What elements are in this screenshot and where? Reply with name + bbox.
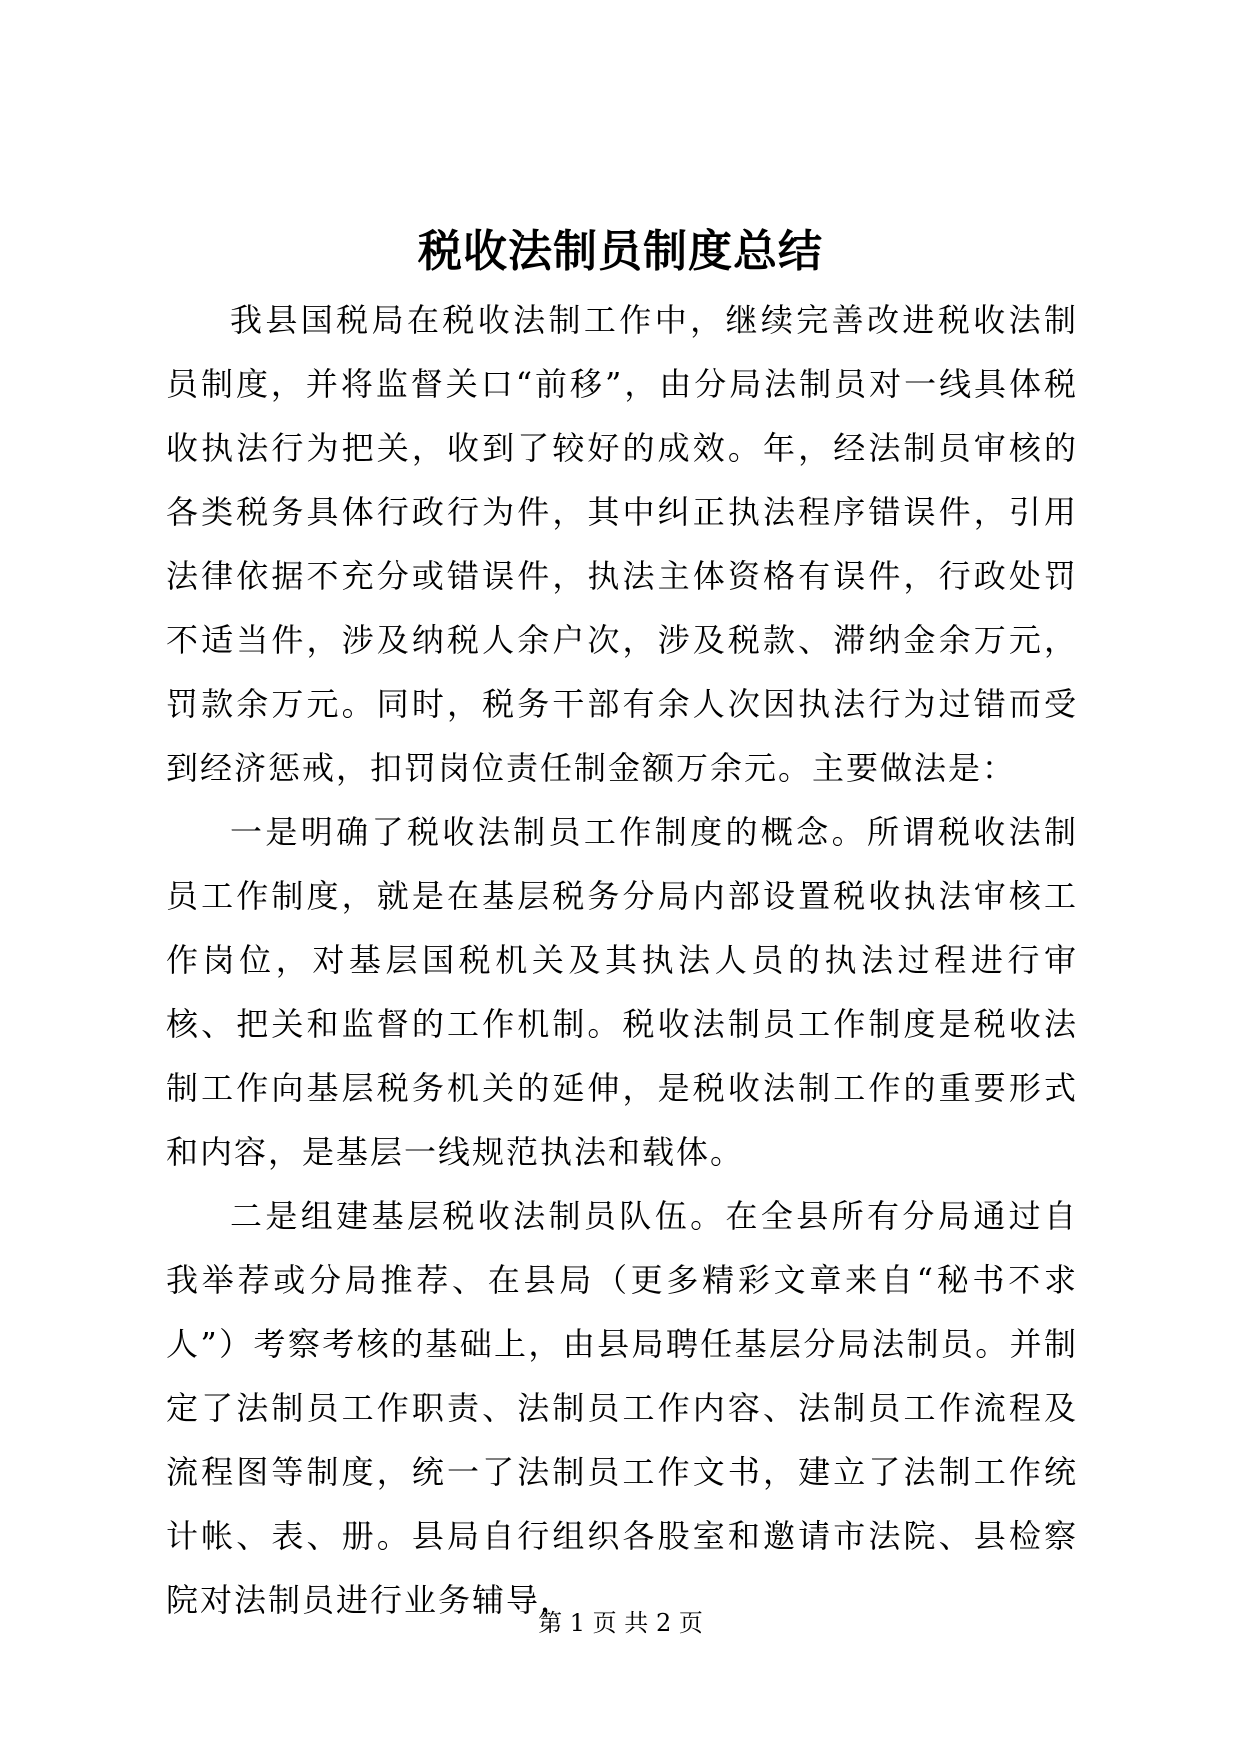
paragraph-point-one: 一是明确了税收法制员工作制度的概念。所谓税收法制员工作制度，就是在基层税务分局内部设置税收执法审核工作岗位，对基层国税机关及其执法人员的执法过程进行审核、把关和监督的工作机制。税收法制员工作制度是税收法制工作向基层税务机关的延伸，是税收法制工作的重要形式和内容，是基层一线规范执法和载体。	[166, 813, 1078, 1171]
page-footer: 第 1 页 共 2 页	[538, 1609, 703, 1637]
paragraph-point-two: 二是组建基层税收法制员队伍。在全县所有分局通过自我举荐或分局推荐、在县局（更多精彩文章来自“秘书不求人”）考察考核的基础上，由县局聘任基层分局法制员。并制定了法制员工作职责、法制员工作内容、法制员工作流程及流程图等制度，统一了法制员工作文书，建立了法制工作统计帐、表、册。县局自行组织各股室和邀请市法院、县检察院对法制员进行业务辅导，	[166, 1197, 1078, 1619]
paragraph-intro: 我县国税局在税收法制工作中，继续完善改进税收法制员制度，并将监督关口“前移”，由分局法制员对一线具体税收执法行为把关，收到了较好的成效。年，经法制员审核的各类税务具体行政行为件，其中纠正执法程序错误件，引用法律依据不充分或错误件，执法主体资格有误件，行政处罚不适当件，涉及纳税人余户次，涉及税款、滞纳金余万元，罚款余万元。同时，税务干部有余人次因执法行为过错而受到经济惩戒，扣罚岗位责任制金额万余元。主要做法是：	[166, 301, 1078, 787]
document-title: 税收法制员制度总结	[418, 226, 823, 277]
document-body	[166, 288, 1078, 1632]
